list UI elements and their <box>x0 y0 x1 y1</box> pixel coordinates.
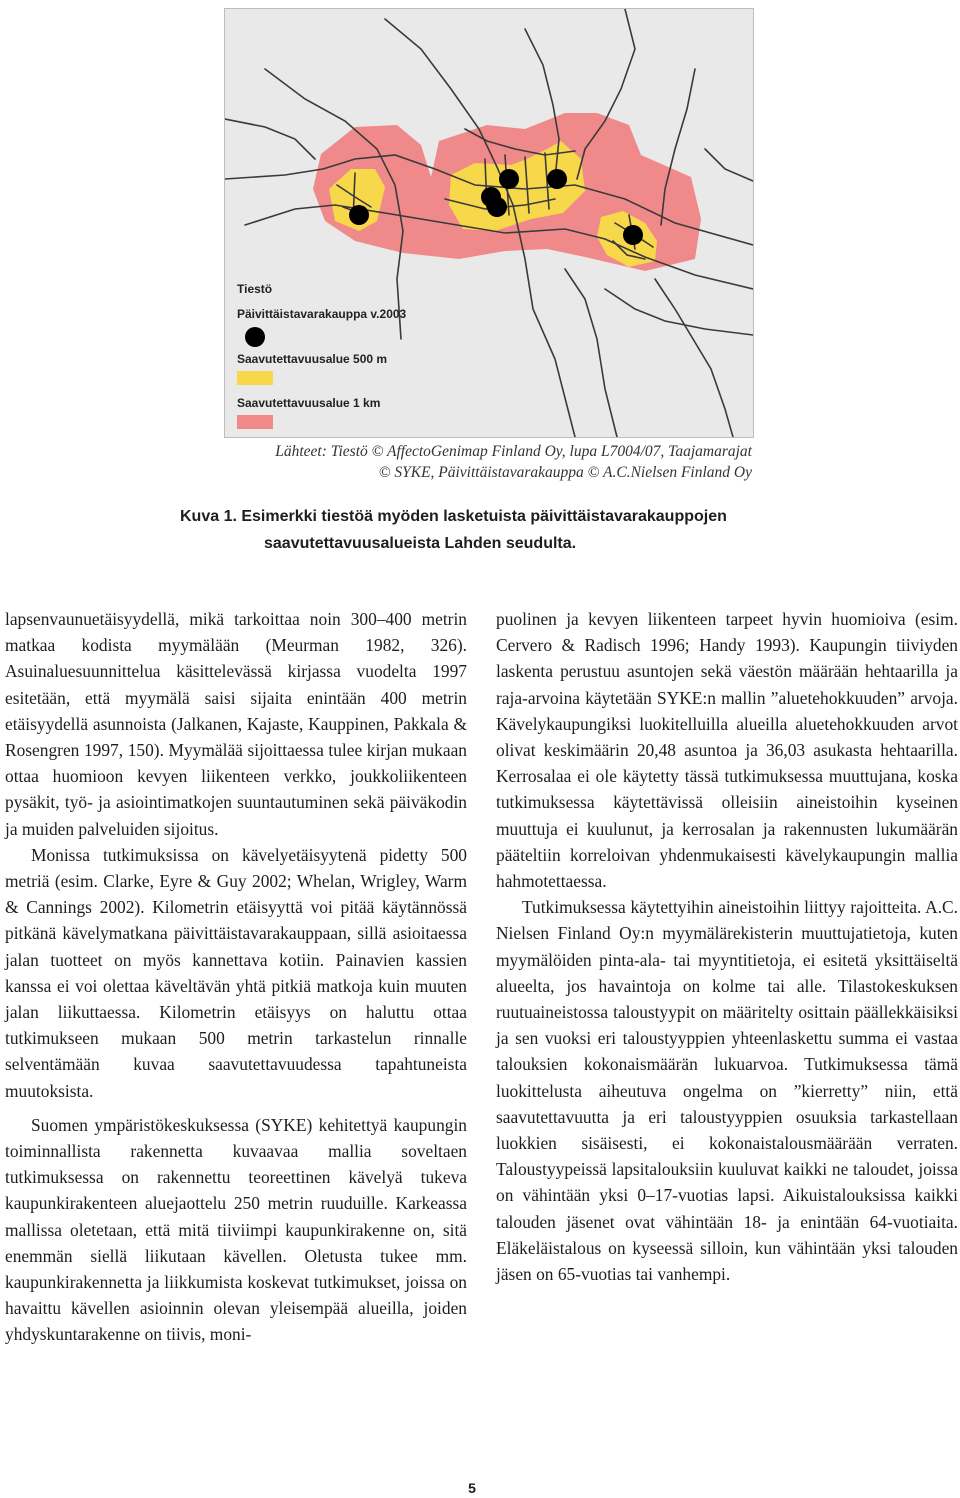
left-text-column <box>5 606 467 1348</box>
store-marker <box>623 225 643 245</box>
right-text-column <box>496 606 958 1287</box>
legend-zone500-swatch <box>237 371 273 385</box>
legend-zone1km-label: Saavutettavuusalue 1 km <box>237 396 381 410</box>
sources-line-1: Lähteet: Tiestö © AffectoGenimap Finland Oy, lupa L7004/07, Taajamarajat <box>275 443 752 460</box>
legend-zone1km-swatch <box>237 415 273 429</box>
legend-store-symbol <box>245 327 265 347</box>
paragraph: Suomen ympäristökeskuksessa (SYKE) kehitettyä kaupungin toiminnallista rakennetta kuvaavaa mallia soveltaen tutkimuksessa on rakennettu teoreettinen kävelyä tukeva kaupunkirakenteen aluejaottelu 250 metrin ruuduille. Karkeassa mallissa oletetaan, että mitä tiiviimpi kaupunkirakenne on, sitä enemmän siellä liikutaan kävellen. Oletusta tukee mm. kaupunkirakennetta ja liikkumista koskevat tutkimukset, joissa on havaittu kävellen asioinnin olevan yleisempää alueilla, joiden yhdyskuntarakenne on tiivis, moni- <box>5 1114 467 1345</box>
page-number: 5 <box>468 1480 476 1496</box>
paragraph: lapsenvaunuetäisyydellä, mikä tarkoittaa noin 300–400 metrin matkaa kodista myymälään (Meurman 1982, 326). Asuinaluesuunnittelua käsittelevässä kirjassa vuodelta 1997 esitetään, että myymälä saisi sijaita enintään 400 metrin etäisyydellä asunnoista (Jalkanen, Kajaste, Kauppinen, Pakkala & Rosengren 1997, 150). Myymälää sijoittaessa tulee kirjan mukaan ottaa huomioon kevyen liikenteen verkko, joukkoliikenteen pysäkit, työ- ja asiointimatkojen suuntautuminen sekä päiväkodin ja muiden palveluiden sijoitus. <box>5 609 467 839</box>
caption-line-1: Kuva 1. Esimerkki tiestöä myöden lasketuista päivittäistavarakauppojen <box>180 508 727 525</box>
paragraph: puolinen ja kevyen liikenteen tarpeet hyvin huomioiva (esim. Cervero & Radisch 1996; Handy 1993). Kaupungin tiiviyden laskenta perustuu asuntojen sekä väestön määrään hehtaarilla ja raja-arvoina käytetään SYKE:n mallin ”aluetehokkuuden” arvoja. Kävelykaupungiksi luokitelluilla alueilla aluetehokkuuden arvot olivat keskimäärin 20,48 asuntoa ja 36,03 asukasta hehtaarilla. Kerrosalaa ei ole käytetty tässä tutkimuksessa muuttujana, koska tutkimuksessa käytettävissä olleisiin aineistoihin kyseinen muuttuja ei kuulunut, ja kerrosalan ja rakennusten lukumäärän pääteltiin korreloivan yhdenmukaisesti kävelykaupungin mallia hahmotettaessa. <box>496 609 958 892</box>
store-marker <box>499 169 519 189</box>
accessibility-map <box>224 8 754 438</box>
legend-zone500-label: Saavutettavuusalue 500 m <box>237 352 388 366</box>
caption-line-2: saavutettavuusalueista Lahden seudulta. <box>264 535 577 552</box>
paragraph: Tutkimuksessa käytettyihin aineistoihin liittyy rajoitteita. A.C. Nielsen Finland Oy:n myymälärekisterin muuttujatietoja, kuten myymälöiden pinta-ala- tai myyntitietoja, ei esitetä yksittäiseltä alueelta, jos havaintoja on kolme tai alle. Tilastokeskuksen ruutuaineistossa taloustyypit on määritelty osittain päällekkäisiksi ja sen vuoksi eri taloustyyppien yhteenlaskettu summa ei vastaa talouksien kokonaismäärän lukuarvoa. Tutkimuksessa tämä luokittelusta aiheutuva ongelma on ”kierretty” niin, että saavutettavuutta ja eri taloustyyppien osuuksia tarkastellaan luokkien sisäisesti, ei kokonaistalousmäärään verraten. Taloustyypeissä lapsitalouksiin kuuluvat kaikki ne taloudet, joissa on vähintään yksi 0–17-vuotias lapsi. Aikuistalouksissa kaikki talouden jäsenet ovat vähintään 18- ja enintään 64-vuotiaita. Eläkeläistalous on kyseessä silloin, kun vähintään yksi talouden jäsen on 65-vuotias tai vanhempi. <box>496 897 958 1285</box>
store-marker <box>349 205 369 225</box>
sources-line-2: © SYKE, Päivittäistavarakauppa © A.C.Nielsen Finland Oy <box>378 464 752 481</box>
paragraph: Monissa tutkimuksissa on kävelyetäisyytenä pidetty 500 metriä (esim. Clarke, Eyre & Guy 2002; Whelan, Wrigley, Warm & Cannings 2002). Kilometrin etäisyyttä voi pitää käytännössä pitkänä kävelymatkana päivittäistavarakauppaan, sillä asioitaessa jalan tuotteet on myös kannettava kotiin. Painavien kassien kanssa ei voi olettaa käveltävän yhtä pitkiä matkoja kuin muuten jalan liikuttaessa. Kilometrin etäisyys on haluttu ottaa tutkimukseen mukaan 500 metrin tarkastelun rinnalle selventämään kuvaa saavutettavuudessa tapahtuneista muutoksista. <box>5 844 467 1101</box>
legend-title: Tiestö <box>237 282 273 296</box>
figure-caption <box>180 503 740 557</box>
figure-sources <box>224 441 752 483</box>
legend-store-label: Päivittäistavarakauppa v.2003 <box>237 307 407 321</box>
store-marker <box>487 197 507 217</box>
store-marker <box>547 169 567 189</box>
